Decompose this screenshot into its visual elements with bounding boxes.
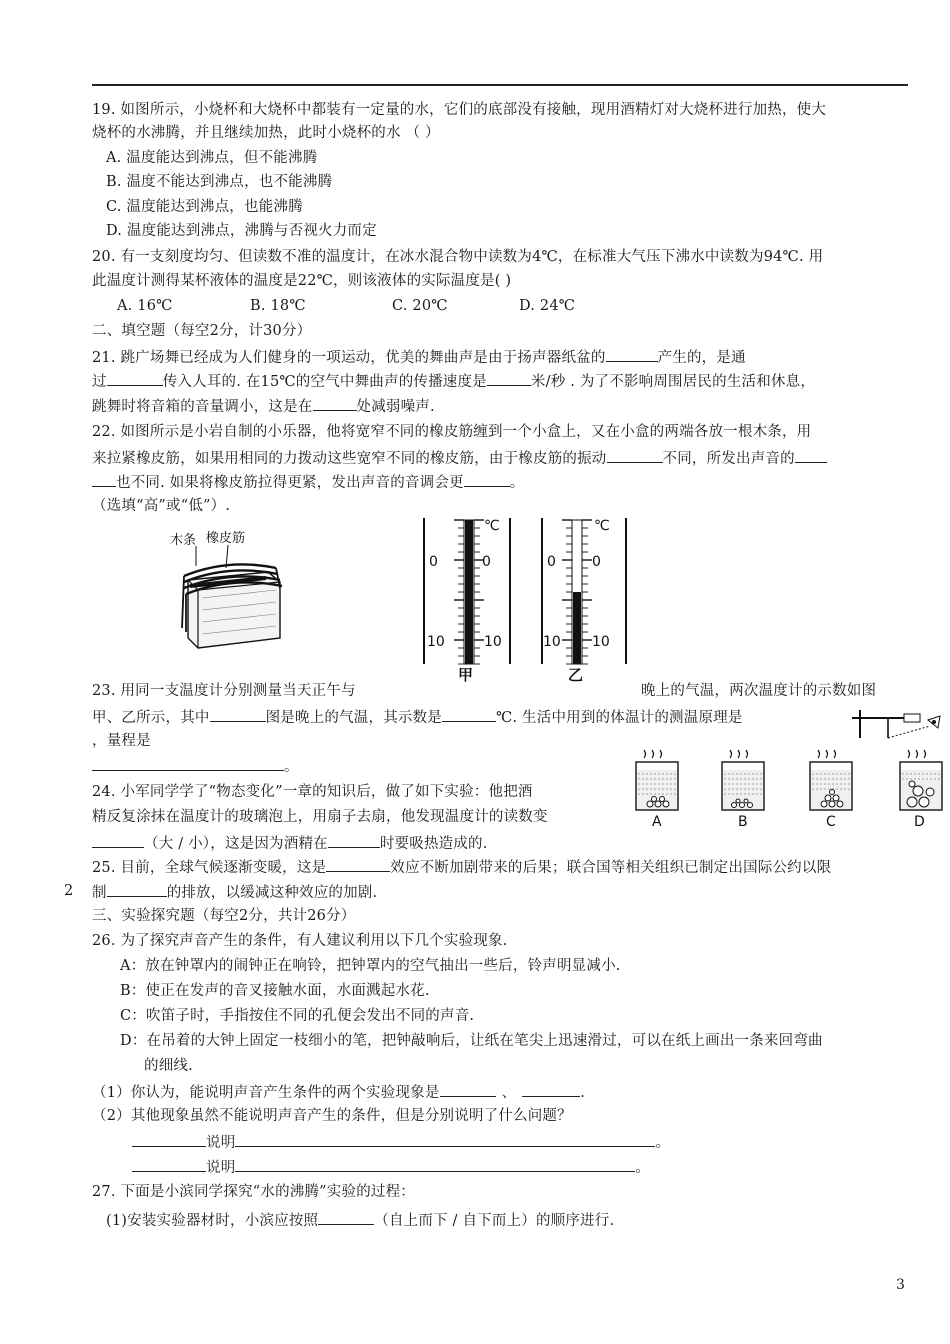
ten-label-left-jia: 10	[427, 634, 445, 650]
q22-line3	[92, 472, 524, 492]
q26-part2: （2）其他现象虽然不能说明声音产生的条件，但是分别说明了什么问题？	[92, 1108, 572, 1124]
q26-text-p1b: 、	[501, 1085, 517, 1101]
q26-blank-4[interactable]	[235, 1132, 655, 1147]
q21-text-3b: 处减弱噪声.	[356, 399, 435, 415]
q22-blank-2a[interactable]	[795, 448, 827, 463]
beaker-label-c: C	[826, 814, 836, 830]
q21-blank-3[interactable]	[487, 371, 531, 386]
beaker-a	[636, 750, 678, 830]
q27-text-p1b: （自上而下 / 自下而上）的顺序进行.	[374, 1213, 615, 1229]
q25-blank-1[interactable]	[326, 857, 390, 872]
mercury-column-jia	[465, 520, 473, 664]
q20-line2: 此温度计测得某杯液体的温度是22℃，则该液体的实际温度是( )	[92, 273, 512, 289]
q21-text-2a: 过	[92, 374, 107, 390]
q26-text-s1: 说明	[206, 1135, 236, 1151]
q24-blank-2[interactable]	[328, 833, 380, 848]
q19-line2: 烧杯的水沸腾，并且继续加热，此时小烧杯的水 （ ）	[92, 125, 440, 141]
q26-phenomenon-a: A：放在钟罩内的闹钟正在响铃，把钟罩内的空气抽出一些后，铃声明显减小.	[120, 958, 621, 974]
q23-text-4: 。	[284, 759, 299, 775]
beaker-b	[722, 750, 764, 830]
q21-text-1b: 产生的，是通	[657, 350, 746, 366]
zero-label-right-jia: 0	[482, 554, 491, 570]
clinical-thermometer-eye-figure	[848, 704, 946, 744]
beaker-d	[900, 750, 942, 830]
q25-text-2b: 的排放，以缓减这种效应的加剧.	[166, 885, 378, 901]
q19-option-d: D. 温度能达到沸点，沸腾与否视火力而定	[106, 223, 377, 239]
q22-line4: （选填“高”或“低”）.	[92, 498, 231, 514]
q26-blank-3[interactable]	[132, 1132, 206, 1147]
q26-blank-2[interactable]	[522, 1082, 580, 1097]
q24-line3	[92, 833, 488, 853]
q21-line2	[92, 371, 815, 391]
q23-line3: ，量程是	[92, 733, 151, 749]
q23-text-2b: 图是晚上的气温，其示数是	[265, 710, 443, 726]
q21-text-2b: 传入人耳的. 在15℃的空气中舞曲声的传播速度是	[162, 374, 487, 390]
q21-line3	[92, 396, 435, 416]
q25-line2	[92, 882, 377, 902]
q25-text-1b: 效应不断加剧带来的后果；联合国等相关组织已制定出国际公约以限	[390, 860, 832, 876]
q26-text-s2: 说明	[206, 1160, 236, 1176]
q22-text-3a: 也不同. 如果将橡皮筋拉得更紧，发出声音的音调会更	[116, 475, 464, 491]
caption-jia: 甲	[458, 666, 474, 684]
q27-text-p1a: (1)安装实验器材时，小滨应按照	[106, 1213, 319, 1229]
q26-phenomenon-d1: D：在吊着的大钟上固定一枝细小的笔，把钟敲响后，让纸在笔尖上迅速滑过，可以在纸上画出一条来回弯曲	[120, 1033, 823, 1049]
q23-text-2a: 甲、乙所示，其中	[92, 710, 210, 726]
q21-blank-1[interactable]	[606, 347, 658, 362]
q21-blank-4[interactable]	[313, 396, 357, 411]
q20-option-c: C. 20℃	[392, 298, 448, 314]
q27-line1: 27. 下面是小滨同学探究“水的沸腾”实验的过程：	[92, 1184, 415, 1200]
q23-text-2c: ℃. 生活中用到的体温计的测温原理是	[496, 710, 743, 726]
q24-text-3a: （大 / 小），这是因为酒精在	[144, 836, 328, 852]
q21-blank-2[interactable]	[107, 371, 163, 386]
q20-option-b: B. 18℃	[250, 298, 306, 314]
q22-blank-3[interactable]	[464, 472, 510, 487]
zero-label-right-yi: 0	[592, 554, 601, 570]
q21-text-2c: 米/秒 . 为了不影响周围居民的生活和休息，	[530, 374, 816, 390]
q22-blank-1[interactable]	[607, 448, 663, 463]
q23-line4	[92, 756, 299, 776]
q25-line1	[92, 857, 831, 877]
beaker-label-b: B	[738, 814, 748, 830]
caption-yi: 乙	[568, 666, 584, 684]
q19-option-a: A. 温度能达到沸点，但不能沸腾	[106, 150, 318, 166]
q21-line1	[92, 347, 746, 367]
q26-part1	[92, 1082, 585, 1102]
q26-phenomenon-b: B：使正在发声的音叉接触水面，水面溅起水花.	[120, 983, 430, 999]
q19-line1: 19. 如图所示，小烧杯和大烧杯中都装有一定量的水，它们的底部没有接触，现用酒精灯对大烧杯进行加热，使大	[92, 102, 827, 118]
q26-text-p1c: .	[580, 1085, 586, 1101]
header-rule	[92, 84, 908, 86]
label-wood-strip: 木条	[170, 533, 197, 548]
boiling-beakers-figure	[628, 746, 946, 830]
q19-option-b: B. 温度不能达到沸点，也不能沸腾	[106, 174, 333, 190]
section-2-heading: 二、填空题（每空2分，计30分）	[92, 323, 312, 339]
q23-line1b: 晚上的气温，两次温度计的示数如图	[641, 683, 877, 699]
page-number: 3	[896, 1277, 905, 1293]
q24-text-3b: 时要吸热造成的.	[379, 836, 488, 852]
q26-line1: 26. 为了探究声音产生的条件，有人建议利用以下几个实验现象.	[92, 933, 508, 949]
q23-blank-1[interactable]	[210, 707, 266, 722]
q22-line2	[92, 448, 827, 468]
q22-line1: 22. 如图所示是小岩自制的小乐器，他将宽窄不同的橡皮筋缠到一个小盒上，又在小盒的两端各放一根木条，用	[92, 424, 812, 440]
q19-option-c: C. 温度能达到沸点，也能沸腾	[106, 199, 303, 215]
q20-line1: 20. 有一支刻度均匀、但读数不准的温度计，在冰水混合物中读数为4℃，在标准大气压下沸水中读数为94℃. 用	[92, 249, 824, 265]
q26-blank-6[interactable]	[235, 1157, 635, 1172]
q22-text-2b: 不同，所发出声音的	[662, 451, 795, 467]
q24-blank-1[interactable]	[92, 833, 144, 848]
unit-label-yi: ℃	[594, 518, 610, 534]
q26-explain-line1	[132, 1132, 670, 1152]
q23-line2	[92, 707, 743, 727]
section-3-heading: 三、实验探究题（每空2分，共计26分）	[92, 908, 356, 924]
q20-option-a: A. 16℃	[117, 298, 173, 314]
q26-blank-5[interactable]	[132, 1157, 206, 1172]
q27-blank-1[interactable]	[318, 1210, 374, 1225]
q26-explain-line2	[132, 1157, 650, 1177]
zero-label-left-yi: 0	[547, 554, 556, 570]
q26-blank-1[interactable]	[440, 1082, 496, 1097]
q23-blank-2[interactable]	[442, 707, 496, 722]
beaker-label-d: D	[914, 814, 925, 830]
q24-line1: 24. 小军同学学了“物态变化”一章的知识后，做了如下实验：他把酒	[92, 784, 533, 800]
q20-option-d: D. 24℃	[519, 298, 576, 314]
q25-text-2a: 制	[92, 885, 107, 901]
thermometer-yi-figure	[530, 514, 640, 686]
q22-blank-2b[interactable]	[92, 472, 116, 487]
q26-phenomenon-d2: 的细线.	[144, 1058, 193, 1074]
q21-text-3a: 跳舞时将音箱的音量调小，这是在	[92, 399, 313, 415]
ten-label-right-yi: 10	[592, 634, 610, 650]
beaker-label-a: A	[652, 814, 662, 830]
q23-blank-3[interactable]	[92, 756, 284, 771]
mercury-column-yi	[573, 592, 581, 664]
q26-text-p1a: （1）你认为，能说明声音产生条件的两个实验现象是	[92, 1085, 440, 1101]
q21-text-1a: 21. 跳广场舞已经成为人们健身的一项运动，优美的舞曲声是由于扬声器纸盆的	[92, 350, 606, 366]
ten-label-left-yi: 10	[543, 634, 561, 650]
q25-blank-2[interactable]	[107, 882, 167, 897]
thermometer-jia-figure	[412, 514, 522, 686]
unit-label-jia: ℃	[484, 518, 500, 534]
q22-text-2a: 来拉紧橡皮筋，如果用相同的力拨动这些宽窄不同的橡皮筋，由于橡皮筋的振动	[92, 451, 607, 467]
margin-number: 2	[64, 883, 74, 899]
q26-phenomenon-c: C：吹笛子时，手指按住不同的孔便会发出不同的声音.	[120, 1008, 475, 1024]
q24-line2: 精反复涂抹在温度计的玻璃泡上，用扇子去扇，他发现温度计的读数变	[92, 809, 548, 825]
q22-text-3b: 。	[509, 475, 525, 491]
label-rubber-band: 橡皮筋	[206, 531, 246, 546]
q23-line1a: 23. 用同一支温度计分别测量当天正午与	[92, 683, 356, 699]
rubber-band-instrument-figure	[168, 528, 298, 658]
q27-part1	[106, 1210, 614, 1230]
beaker-c	[810, 750, 852, 830]
ten-label-right-jia: 10	[484, 634, 502, 650]
q26-text-s1end: 。	[655, 1135, 671, 1151]
q25-text-1a: 25. 目前，全球气候逐渐变暖，这是	[92, 860, 327, 876]
zero-label-left-jia: 0	[429, 554, 438, 570]
q26-text-s2end: 。	[635, 1160, 651, 1176]
